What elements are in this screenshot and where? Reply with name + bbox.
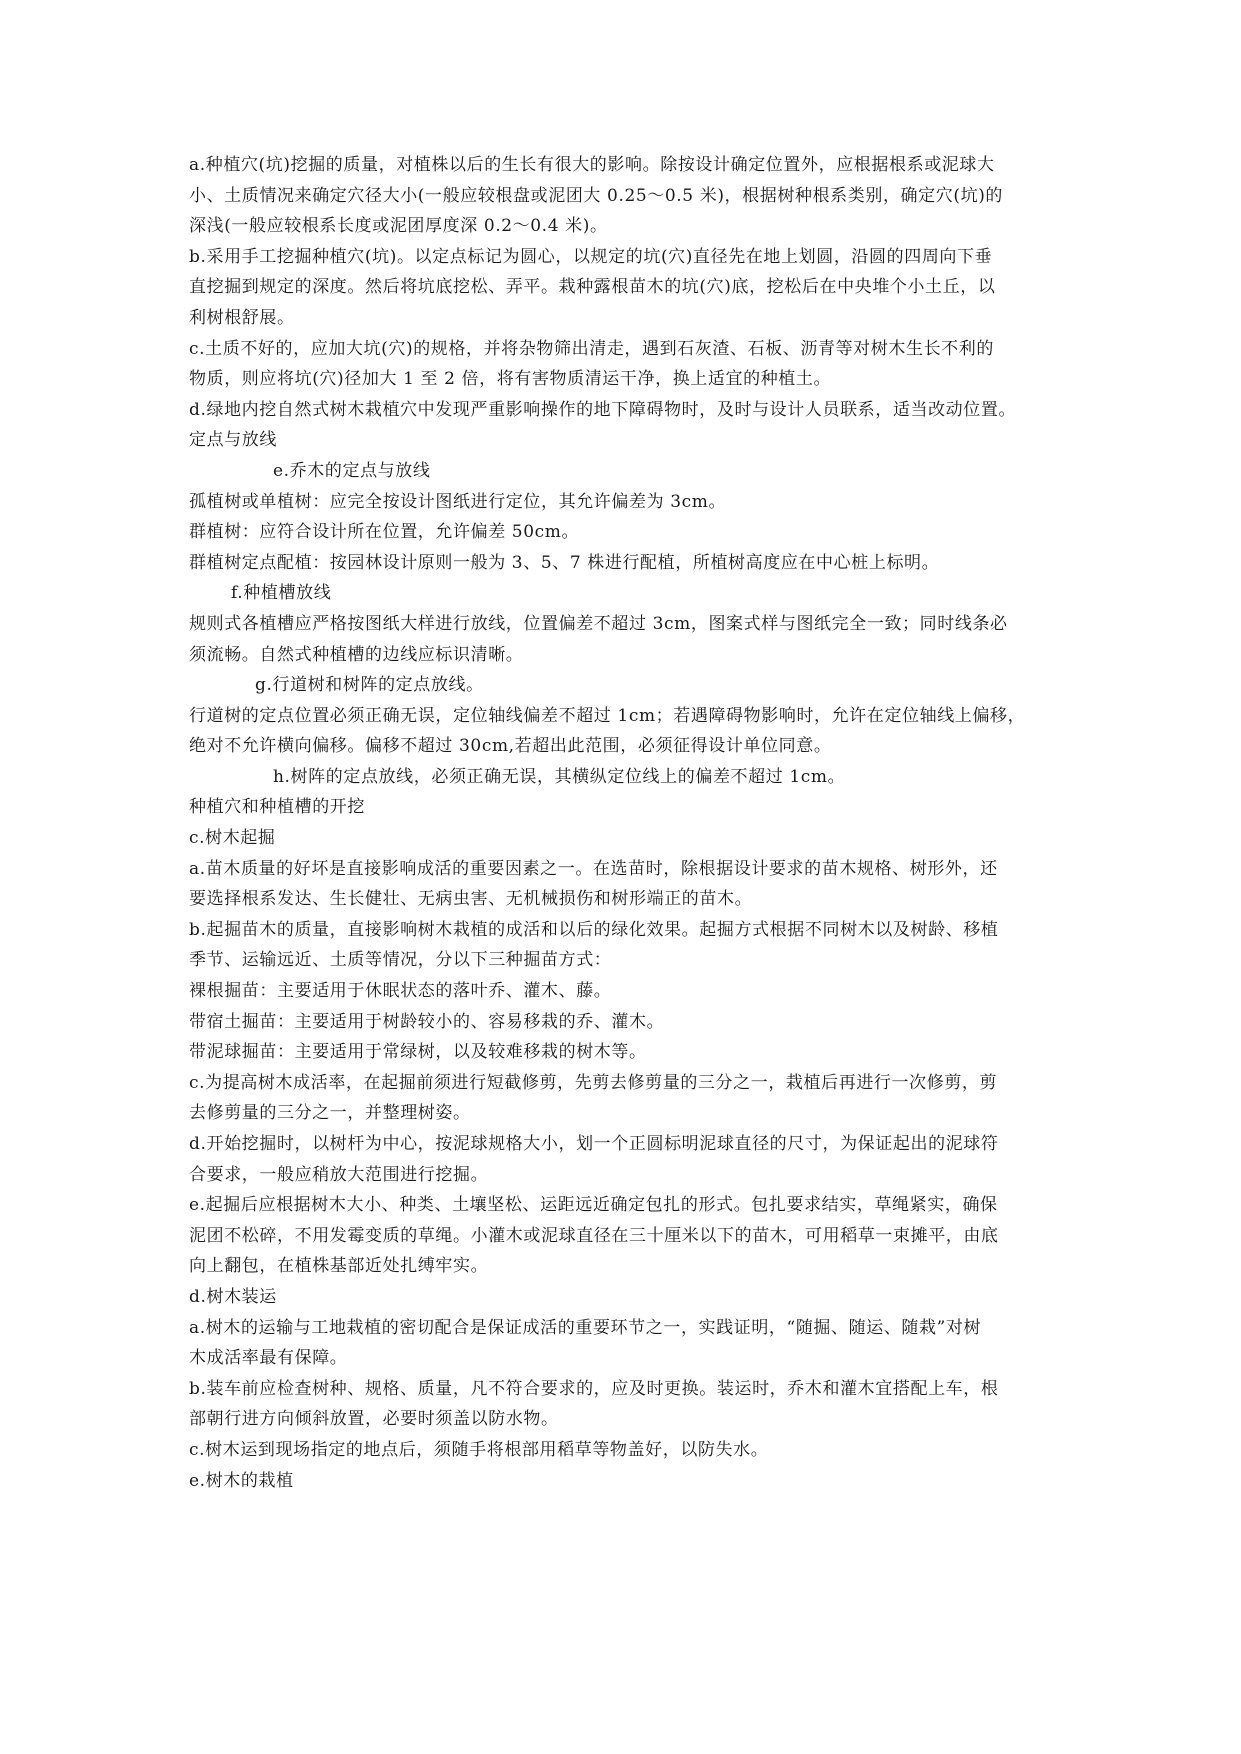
text-line: c.为提高树木成活率，在起掘前须进行短截修剪，先剪去修剪量的三分之一，栽植后再进行一次修剪，剪 — [189, 1072, 998, 1093]
text-line: c.树木起掘 — [189, 828, 276, 849]
text-line: 部朝行进方向倾斜放置，必要时须盖以防水物。 — [189, 1409, 559, 1430]
text-line: 深浅(一般应较根系长度或泥团厚度深 0.2～0.4 米)。 — [189, 216, 608, 237]
text-line: 小、土质情况来确定穴径大小(一般应较根盘或泥团大 0.25～0.5 米)，根据树种根系类别，确定穴(坑)的 — [189, 185, 1004, 206]
text-line: b.采用手工挖掘种植穴(坑)。以定点标记为圆心，以规定的坑(穴)直径先在地上划圆，沿圆的四周向下垂 — [189, 246, 993, 267]
text-line: f.种植槽放线 — [231, 583, 332, 604]
text-line: 向上翻包，在植株基部近处扎缚牢实。 — [189, 1256, 489, 1277]
text-line: 带泥球掘苗：主要适用于常绿树，以及较难移栽的树木等。 — [189, 1042, 647, 1063]
text-line: 绝对不允许横向偏移。偏移不超过 30cm,若超出此范围，必须征得设计单位同意。 — [189, 736, 832, 757]
text-line: a.种植穴(坑)挖掘的质量，对植株以后的生长有很大的影响。除按设计确定位置外，应根据根系或泥球大 — [189, 155, 995, 175]
text-line: e.起掘后应根据树木大小、种类、土壤坚松、运距远近确定包扎的形式。包扎要求结实，草绳紧实，确保 — [189, 1195, 998, 1216]
text-line: 裸根掘苗：主要适用于休眠状态的落叶乔、灌木、藤。 — [189, 981, 612, 1002]
text-line: 群植树定点配植：按园林设计原则一般为 3、5、7 株进行配植，所植树高度应在中心桩上标明。 — [189, 552, 940, 573]
text-line: c.土质不好的，应加大坑(穴)的规格，并将杂物筛出清走，遇到石灰渣、石板、沥青等对树木生长不利的 — [189, 338, 994, 359]
text-line: e.树木的栽植 — [189, 1470, 294, 1491]
text-line: 带宿土掘苗：主要适用于树龄较小的、容易移栽的乔、灌木。 — [189, 1011, 665, 1032]
document-body — [189, 150, 1069, 1496]
text-line: c.树木运到现场指定的地点后，须随手将根部用稻草等物盖好，以防失水。 — [189, 1439, 769, 1460]
text-line: b.装车前应检查树种、规格、质量，凡不符合要求的，应及时更换。装运时，乔木和灌木宜搭配上车，根 — [189, 1378, 999, 1399]
text-line: 要选择根系发达、生长健壮、无病虫害、无机械损伤和树形端正的苗木。 — [189, 889, 753, 910]
text-line: 物质，则应将坑(穴)径加大 1 至 2 倍，将有害物质清运干净，换上适宜的种植土。 — [189, 369, 832, 390]
text-line: 行道树的定点位置必须正确无误，定位轴线偏差不超过 1cm；若遇障碍物影响时，允许在定位轴线上偏移， — [189, 705, 1026, 726]
text-line: 季节、运输远近、土质等情况，分以下三种掘苗方式： — [189, 950, 612, 971]
text-line: 泥团不松碎，不用发霉变质的草绳。小灌木或泥球直径在三十厘米以下的苗木，可用稻草一束摊平，由底 — [189, 1225, 999, 1246]
text-line: 去修剪量的三分之一，并整理树姿。 — [189, 1103, 471, 1124]
text-line: 须流畅。自然式种植槽的边线应标识清晰。 — [189, 644, 524, 665]
text-line: 孤植树或单植树：应完全按设计图纸进行定位，其允许偏差为 3cm。 — [189, 491, 727, 512]
text-line: h.树阵的定点放线，必须正确无误，其横纵定位线上的偏差不超过 1cm。 — [273, 766, 846, 787]
text-line: a.树木的运输与工地栽植的密切配合是保证成活的重要环节之一，实践证明，“随掘、随运、随栽”对树 — [189, 1317, 982, 1338]
text-line: 规则式各植槽应严格按图纸大样进行放线，位置偏差不超过 3cm，图案式样与图纸完全一致；同时线条必 — [189, 613, 1008, 634]
text-line: 利树根舒展。 — [189, 307, 295, 328]
text-line: b.起掘苗木的质量，直接影响树木栽植的成活和以后的绿化效果。起掘方式根据不同树木以及树龄、移植 — [189, 919, 999, 940]
text-line: d.开始挖掘时，以树杆为中心，按泥球规格大小，划一个正圆标明泥球直径的尺寸，为保证起出的泥球符 — [189, 1134, 999, 1154]
text-line: d.树木装运 — [189, 1286, 277, 1307]
text-line: 群植树：应符合设计所在位置，允许偏差 50cm。 — [189, 522, 580, 543]
text-line: g.行道树和树阵的定点放线。 — [255, 675, 484, 696]
text-line: e.乔木的定点与放线 — [273, 460, 431, 481]
text-line: 合要求，一般应稍放大范围进行挖掘。 — [189, 1164, 489, 1185]
text-line: 木成活率最有保障。 — [189, 1348, 348, 1369]
text-line: d.绿地内挖自然式树木栽植穴中发现严重影响操作的地下障碍物时，及时与设计人员联系，适当改动位置。 — [189, 399, 1017, 420]
text-line: 直挖掘到规定的深度。然后将坑底挖松、弄平。栽种露根苗木的坑(穴)底，挖松后在中央堆个小土丘，以 — [189, 277, 996, 298]
text-line: 定点与放线 — [189, 430, 277, 451]
text-line: 种植穴和种植槽的开挖 — [189, 797, 365, 818]
text-line: a.苗木质量的好坏是直接影响成活的重要因素之一。在选苗时，除根据设计要求的苗木规格、树形外，还 — [189, 858, 998, 879]
